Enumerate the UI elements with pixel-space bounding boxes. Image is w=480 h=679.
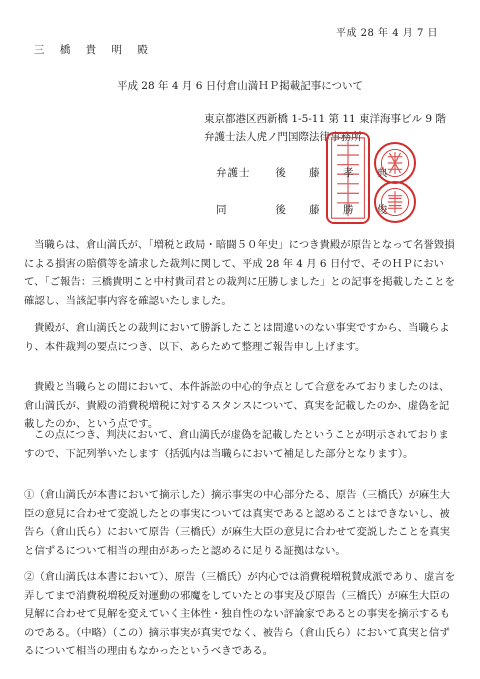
addressee: 三 橋 貴 明 殿 (34, 44, 154, 56)
attorney-2 (216, 202, 397, 217)
paragraph-judgment: この点につき、判決において、倉山満氏が虚偽を記載したということが明示されておりますので、下記列挙いたします（括弧内は当職らにおいて補足した部分となります）。 (24, 429, 449, 460)
paragraph-item-1: ①（倉山満氏が本書において摘示した）摘示事実の中心部分たる、原告（三橋氏）が麻生大臣の意見に合わせて変説したとの事実については真実であると認めることはできないし、被告ら（倉山氏ら）において原告（三橋氏）が麻生大臣の意見に合わせて変説したことを真実と信ずるについて相当の理由があったと認めるに足りる証拠はない。 (24, 489, 451, 557)
paragraph-intro: 当職らは、倉山満氏が、「増税と政局・暗闘５０年史」につき貴殿が原告となって名誉毀損による損害の賠償等を請求した裁判に関して、平成 28 年 4 月 6 日付で、そのＨＰにおいて、「ご報告：三橋貴明こと中村貴司君との裁判に圧勝しました」との記事を掲載したことを確認し、当該記事内容を確認いたしました。 (24, 239, 455, 307)
letter-date: 平成 28 年 4 月 7 日 (335, 28, 438, 39)
attorney-1-seal (374, 142, 416, 184)
letter-subject: 平成 28 年 4 月 6 日付倉山満ＨＰ掲載記事について (116, 80, 364, 92)
sender-firm: 弁護士法人虎ノ門国際法律事務所 (204, 131, 362, 143)
sender-address: 東京都港区西新橋 1-5-11 第 11 東洋海事ビル 9 階 (204, 113, 446, 125)
paragraph-report: 貴殿が、倉山満氏との裁判において勝訴したことは間違いのない事実ですから、当職らより、本件裁判の要点につき、以下、あらためて整理ご報告申し上げます。 (24, 322, 450, 353)
attorney-1-label: 弁護士 (216, 167, 251, 179)
paragraph-item-2: ②（倉山満氏は本書において）、原告（三橋氏）が内心では消費税増税賛成派であり、虚言を弄してまで消費税増税反対運動の邪魔をしていたとの事実及び原告（三橋氏）が麻生大臣の見解に合わせて見解を変えていく主体性・独自性のない評論家であるとの事実を摘示するものである。（中略）（この）摘示事実が真実でなく、被告ら（倉山氏ら）において真実と信ずるについて相当の理由もなかったというべきである。 (24, 571, 456, 658)
attorney-2-name: 後 藤 勝 俊 (275, 204, 398, 216)
paragraph-issue: 貴殿と当職らとの間において、本件訴訟の中心的争点として合意をみておりましたのは、倉山満氏が、貴殿の消費税増税に対するスタンスについて、真実を記載したのか、虚偽を記載したのか、という点です。 (24, 381, 450, 431)
attorney-2-seal (374, 181, 416, 223)
attorney-1-name: 後 藤 孝 典 (275, 167, 398, 179)
attorney-2-label: 同 (216, 204, 228, 216)
attorney-1 (216, 165, 397, 180)
